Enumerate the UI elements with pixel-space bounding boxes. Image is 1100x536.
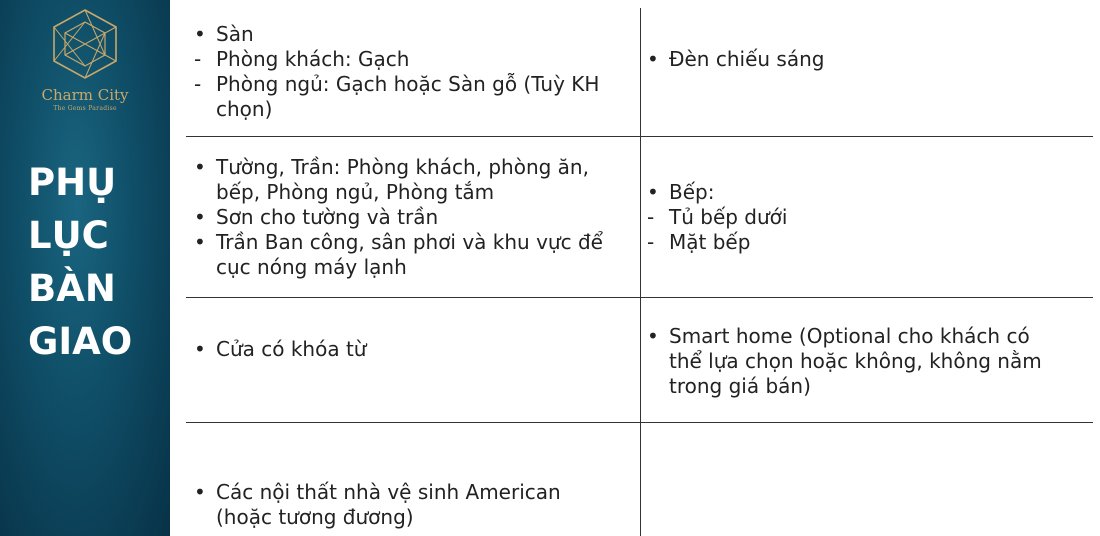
cell-floor — [188, 22, 599, 122]
brand-tagline: The Gems Paradise — [53, 105, 117, 112]
list-item-text: Tường, Trần: Phòng khách, phòng ăn, — [216, 155, 589, 179]
bullet-marker: • — [194, 230, 206, 254]
list-item — [641, 324, 1042, 349]
list-item-text: trong giá bán) — [669, 374, 811, 398]
bullet-marker: • — [647, 47, 659, 71]
list-item-text: Mặt bếp — [669, 230, 751, 254]
dash-marker: - — [194, 47, 202, 71]
bullet-marker: • — [647, 324, 659, 348]
cell-door-lock — [188, 337, 366, 362]
list-item-text: Smart home (Optional cho khách có — [669, 324, 1030, 348]
list-item — [188, 480, 561, 505]
dash-marker: - — [647, 205, 655, 229]
list-item — [188, 255, 603, 280]
list-item-text: cục nóng máy lạnh — [216, 255, 407, 279]
cell-kitchen — [641, 180, 787, 255]
dash-marker: - — [194, 72, 202, 96]
list-item-text: Cửa có khóa từ — [216, 337, 367, 361]
bullet-marker: • — [194, 22, 206, 46]
list-item — [188, 72, 599, 97]
cell-bathroom — [188, 480, 561, 530]
column-divider — [640, 8, 641, 536]
list-item — [641, 47, 824, 72]
title-line: LỤC — [28, 214, 109, 257]
bullet-marker: • — [194, 205, 206, 229]
list-item-text: Các nội thất nhà vệ sinh American — [216, 480, 561, 504]
list-item — [188, 97, 599, 122]
cell-smart-home — [641, 324, 1042, 399]
list-item-text: (hoặc tương đương) — [216, 505, 414, 529]
list-item-text: Bếp: — [669, 180, 715, 204]
list-item-text: Phòng khách: Gạch — [216, 47, 410, 71]
list-item-text: thể lựa chọn hoặc không, không nằm — [669, 349, 1042, 373]
list-item-text: Đèn chiếu sáng — [669, 47, 825, 71]
title-line: PHỤ — [28, 161, 117, 204]
list-item-text: Phòng ngủ: Gạch hoặc Sàn gỗ (Tuỳ KH — [216, 72, 600, 96]
title-line: BÀN — [28, 267, 116, 310]
list-item-text: chọn) — [216, 97, 273, 121]
list-item — [188, 22, 599, 47]
list-item — [188, 337, 366, 362]
list-item-text: Sơn cho tường và trần — [216, 205, 439, 229]
bullet-marker: • — [647, 180, 659, 204]
cell-lighting — [641, 47, 824, 72]
list-item — [188, 230, 603, 255]
bullet-marker: • — [194, 480, 206, 504]
sidebar — [0, 0, 170, 536]
brand-logo — [30, 8, 140, 113]
hexagon-logo-icon — [50, 8, 120, 80]
list-item — [188, 205, 603, 230]
page-title — [28, 156, 132, 368]
list-item — [641, 205, 787, 230]
list-item — [641, 180, 787, 205]
list-item — [641, 230, 787, 255]
list-item — [188, 47, 599, 72]
cell-walls — [188, 155, 603, 280]
list-item — [188, 155, 603, 180]
list-item — [188, 180, 603, 205]
list-item-text: bếp, Phòng ngủ, Phòng tắm — [216, 180, 495, 204]
list-item — [188, 505, 561, 530]
list-item-text: Tủ bếp dưới — [669, 205, 788, 229]
title-line: GIAO — [28, 320, 133, 363]
list-item — [641, 349, 1042, 374]
dash-marker: - — [647, 230, 655, 254]
list-item-text: Trần Ban công, sân phơi và khu vực để — [216, 230, 603, 254]
bullet-marker: • — [194, 155, 206, 179]
bullet-marker: • — [194, 337, 206, 361]
list-item-text: Sàn — [216, 22, 254, 46]
list-item — [641, 374, 1042, 399]
brand-name: Charm City — [41, 86, 129, 104]
